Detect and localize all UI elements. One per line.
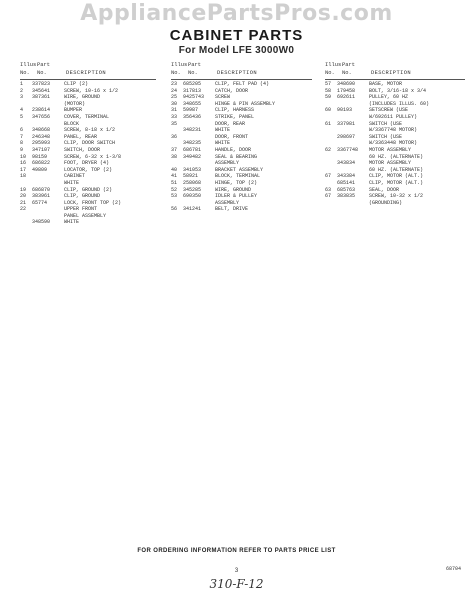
part-description: BLOCK, TERMINAL bbox=[215, 173, 261, 180]
part-description: (INCLUDES ILLUS. 60) bbox=[369, 100, 430, 107]
part-row bbox=[20, 187, 156, 194]
part-row bbox=[325, 134, 465, 141]
header-part: Part bbox=[37, 62, 50, 68]
illus-number: 20 bbox=[20, 193, 27, 200]
part-number: 356436 bbox=[183, 113, 202, 120]
part-row bbox=[171, 200, 312, 207]
part-number bbox=[183, 121, 215, 128]
part-row bbox=[171, 107, 312, 114]
part-number: 65774 bbox=[32, 199, 48, 206]
part-number: 317813 bbox=[183, 87, 202, 94]
part-row bbox=[20, 94, 156, 101]
part-row bbox=[171, 193, 312, 200]
part-row bbox=[20, 140, 156, 147]
part-description: COVER, TERMINAL bbox=[64, 113, 110, 120]
part-number: 349482 bbox=[183, 153, 202, 160]
part-description: LOCK, FRONT TOP (2) bbox=[64, 199, 122, 206]
header-part-no: No. bbox=[342, 70, 352, 76]
header-no: No. bbox=[171, 70, 181, 76]
part-description: ASSEMBLY bbox=[215, 199, 240, 206]
part-row bbox=[325, 173, 465, 180]
part-description: BUMPER bbox=[64, 107, 83, 114]
part-number: 347107 bbox=[32, 146, 51, 153]
part-description: SCREW, 10-16 x 1/2 bbox=[64, 87, 119, 94]
illus-number bbox=[325, 160, 337, 167]
part-description: SETSCREW (USE bbox=[369, 107, 409, 114]
part-description: PANEL, REAR bbox=[64, 133, 98, 140]
part-row bbox=[171, 134, 312, 141]
parts-column-1 bbox=[20, 60, 156, 226]
illus-number: 36 bbox=[171, 133, 178, 140]
illus-number: 35 bbox=[171, 120, 178, 127]
part-row bbox=[325, 101, 465, 108]
illus-number bbox=[171, 160, 183, 167]
part-row bbox=[20, 193, 156, 200]
part-number bbox=[32, 101, 64, 108]
part-number bbox=[32, 213, 64, 220]
part-row bbox=[325, 147, 465, 154]
part-row bbox=[20, 114, 156, 121]
part-number: 258068 bbox=[183, 179, 202, 186]
part-row bbox=[171, 154, 312, 161]
illus-number: 57 bbox=[325, 81, 332, 87]
part-number: 383835 bbox=[337, 193, 356, 200]
illus-number bbox=[325, 167, 337, 174]
part-number: 58921 bbox=[183, 173, 199, 180]
part-description: 60 HZ. (ALTERNATE) bbox=[369, 166, 424, 173]
part-row bbox=[20, 154, 156, 161]
part-row bbox=[325, 127, 465, 134]
part-number: 685763 bbox=[337, 186, 356, 193]
part-description: FOOT, DRYER (4) bbox=[64, 160, 110, 167]
part-row bbox=[171, 88, 312, 95]
part-row bbox=[20, 121, 156, 128]
illus-number: 63 bbox=[325, 186, 332, 193]
part-row bbox=[325, 167, 465, 174]
part-row bbox=[20, 180, 156, 187]
illus-number: 24 bbox=[171, 87, 178, 94]
illus-number bbox=[325, 180, 337, 187]
part-description: SEAL, DOOR bbox=[369, 186, 400, 193]
part-row bbox=[171, 114, 312, 121]
part-description: CABINET bbox=[64, 173, 86, 180]
part-row bbox=[171, 81, 312, 88]
header-no: No. bbox=[325, 70, 335, 76]
part-number: 690350 bbox=[183, 193, 202, 200]
part-row bbox=[20, 206, 156, 213]
part-number bbox=[337, 167, 369, 174]
illus-number: 23 bbox=[171, 81, 178, 87]
part-number: 341053 bbox=[183, 166, 202, 173]
part-number: 59987 bbox=[183, 107, 199, 114]
illus-number: 18 bbox=[20, 173, 27, 180]
part-number bbox=[337, 101, 369, 108]
part-row bbox=[325, 154, 465, 161]
illus-number: 9 bbox=[20, 146, 24, 153]
illus-number bbox=[171, 200, 183, 207]
header-description: DESCRIPTION bbox=[371, 70, 411, 76]
part-description: UPPER FRONT bbox=[64, 206, 98, 213]
column-header bbox=[171, 60, 312, 80]
part-number bbox=[337, 114, 369, 121]
part-row bbox=[20, 167, 156, 174]
part-number: 685141 bbox=[337, 179, 356, 186]
illus-number bbox=[325, 127, 337, 134]
illus-number: 67 bbox=[325, 173, 332, 180]
illus-number: 17 bbox=[20, 166, 27, 173]
illus-number bbox=[325, 154, 337, 161]
part-row bbox=[325, 81, 465, 88]
column-header bbox=[20, 60, 156, 80]
part-row bbox=[325, 114, 465, 121]
part-description: CLIP, DOOR SWITCH bbox=[64, 140, 116, 147]
watermark: AppliancePartsPros.com bbox=[80, 1, 393, 26]
part-number: 686822 bbox=[32, 160, 51, 167]
part-description: SWITCH, DOOR bbox=[64, 146, 101, 153]
illus-number: 67 bbox=[325, 193, 332, 200]
part-description: PANEL ASSEMBLY bbox=[64, 212, 107, 219]
part-row bbox=[20, 173, 156, 180]
part-number: 348690 bbox=[337, 81, 356, 87]
part-description: HINGE & PIN ASSEMBLY bbox=[215, 100, 276, 107]
part-row bbox=[171, 94, 312, 101]
part-row bbox=[325, 94, 465, 101]
part-description: W/692611 PULLEY) bbox=[369, 113, 418, 120]
illus-number: 38 bbox=[171, 153, 178, 160]
part-description: HANDLE, DOOR bbox=[215, 146, 252, 153]
illus-number bbox=[20, 219, 32, 226]
part-number: 90193 bbox=[337, 107, 353, 114]
part-description: BRACKET ASSEMBLY bbox=[215, 166, 264, 173]
part-row bbox=[325, 180, 465, 187]
part-description: BELT, DRIVE bbox=[215, 206, 249, 213]
part-number: 9425743 bbox=[183, 94, 205, 101]
illus-number bbox=[20, 213, 32, 220]
part-row bbox=[171, 101, 312, 108]
part-description: CLIP, MOTOR (ALT.) bbox=[369, 179, 424, 186]
illus-number bbox=[325, 114, 337, 121]
header-part: Part bbox=[342, 62, 355, 68]
part-row bbox=[171, 180, 312, 187]
part-description: CLIP, FELT PAD (4) bbox=[215, 81, 270, 87]
part-number: 348235 bbox=[183, 140, 202, 147]
part-row bbox=[171, 167, 312, 174]
part-description: SWITCH (USE bbox=[369, 133, 403, 140]
illus-number: 4 bbox=[20, 107, 24, 114]
part-row bbox=[171, 121, 312, 128]
page-title: CABINET PARTS bbox=[169, 27, 304, 44]
part-row bbox=[20, 160, 156, 167]
page-subtitle: For Model LFE 3000W0 bbox=[178, 45, 295, 56]
part-description: MOTOR ASSEMBLY bbox=[369, 146, 412, 153]
parts-rows bbox=[325, 81, 465, 206]
part-description: DOOR, FRONT bbox=[215, 133, 249, 140]
illus-number: 7 bbox=[20, 133, 24, 140]
part-number: 345641 bbox=[32, 87, 51, 94]
part-description: MOTOR ASSEMBLY bbox=[369, 160, 412, 167]
part-description: SCREW, 6-32 x 1-3/8 bbox=[64, 153, 122, 160]
illus-number: 33 bbox=[171, 113, 178, 120]
part-description: CLIP, MOTOR (ALT.) bbox=[369, 173, 424, 180]
part-number: 343384 bbox=[337, 173, 356, 180]
illus-number bbox=[325, 200, 337, 207]
part-number: 3367748 bbox=[337, 146, 359, 153]
illus-number bbox=[325, 134, 337, 141]
part-number bbox=[337, 140, 369, 147]
parts-rows bbox=[171, 81, 312, 213]
part-description: SCREW bbox=[215, 94, 231, 101]
header-part-no: No. bbox=[188, 70, 198, 76]
part-description: CATCH, DOOR bbox=[215, 87, 249, 94]
part-row bbox=[325, 200, 465, 207]
part-number: 343834 bbox=[337, 160, 356, 167]
part-number: 692611 bbox=[337, 94, 356, 101]
part-number bbox=[183, 134, 215, 141]
part-number: 246348 bbox=[32, 133, 51, 140]
illus-number: 22 bbox=[20, 206, 27, 213]
part-description: CLIP, GROUND bbox=[64, 193, 101, 200]
part-row bbox=[20, 213, 156, 220]
illus-number bbox=[20, 180, 32, 187]
part-row bbox=[325, 140, 465, 147]
part-description: SCREW, 10-32 x 1/2 bbox=[369, 193, 424, 200]
part-description: WHITE bbox=[215, 127, 231, 134]
illus-number: 60 bbox=[325, 107, 332, 114]
part-description: W/3367748 MOTOR) bbox=[369, 127, 418, 134]
part-row bbox=[171, 140, 312, 147]
part-description: CLIP (2) bbox=[64, 81, 89, 87]
part-number: 347656 bbox=[32, 113, 51, 120]
part-number: 179458 bbox=[337, 87, 356, 94]
part-description: BASE, MOTOR bbox=[369, 81, 403, 87]
header-illus: Illus. bbox=[20, 62, 40, 68]
part-number: 348668 bbox=[32, 127, 51, 134]
illus-number bbox=[20, 101, 32, 108]
part-description: 60 HZ. (ALTERNATE) bbox=[369, 153, 424, 160]
part-description: WIRE, GROUND bbox=[215, 186, 252, 193]
part-number bbox=[183, 160, 215, 167]
part-row bbox=[20, 88, 156, 95]
part-number: 337823 bbox=[32, 81, 51, 87]
illus-number: 6 bbox=[20, 127, 24, 134]
illus-number bbox=[325, 140, 337, 147]
part-description: HINGE, TOP (2) bbox=[215, 179, 258, 186]
header-description: DESCRIPTION bbox=[66, 70, 106, 76]
illus-number: 41 bbox=[171, 173, 178, 180]
part-row bbox=[325, 88, 465, 95]
part-row bbox=[20, 200, 156, 207]
part-description: SWITCH (USE bbox=[369, 120, 403, 127]
part-number bbox=[32, 121, 64, 128]
illus-number bbox=[20, 121, 32, 128]
part-description: (GROUNDING) bbox=[369, 199, 403, 206]
part-number bbox=[337, 154, 369, 161]
page-number: 3 bbox=[234, 568, 239, 574]
part-description: WIRE, GROUND bbox=[64, 94, 101, 101]
part-number: 238614 bbox=[32, 107, 51, 114]
part-description: CLIP, HARNESS bbox=[215, 107, 255, 114]
part-description: DOOR, REAR bbox=[215, 120, 246, 127]
part-row bbox=[20, 107, 156, 114]
part-number bbox=[32, 206, 64, 213]
part-number: 685205 bbox=[183, 81, 202, 87]
part-row bbox=[171, 147, 312, 154]
part-description: WHITE bbox=[64, 219, 80, 226]
header-part: Part bbox=[188, 62, 201, 68]
part-number: 298697 bbox=[337, 133, 356, 140]
illus-number: 51 bbox=[171, 179, 178, 186]
illus-number: 10 bbox=[20, 153, 27, 160]
parts-column-3 bbox=[325, 60, 465, 206]
illus-number: 53 bbox=[171, 193, 178, 200]
parts-rows bbox=[20, 81, 156, 226]
part-description: WHITE bbox=[215, 140, 231, 147]
part-description: BOLT, 3/16-18 x 3/4 bbox=[369, 87, 427, 94]
part-description: SCREW, 8-18 x 1/2 bbox=[64, 127, 116, 134]
part-number: 387361 bbox=[32, 94, 51, 101]
part-row bbox=[325, 193, 465, 200]
part-number: 686870 bbox=[32, 186, 51, 193]
part-row bbox=[171, 173, 312, 180]
part-description: WHITE bbox=[64, 179, 80, 186]
part-row bbox=[20, 101, 156, 108]
part-number: 341241 bbox=[183, 206, 202, 213]
part-row bbox=[171, 160, 312, 167]
illus-number: 21 bbox=[20, 199, 27, 206]
part-row bbox=[325, 107, 465, 114]
illus-number bbox=[171, 140, 183, 147]
part-number: 383961 bbox=[32, 193, 51, 200]
illus-number: 40 bbox=[171, 166, 178, 173]
illus-number: 31 bbox=[171, 107, 178, 114]
part-number bbox=[337, 127, 369, 134]
part-number: 345285 bbox=[183, 186, 202, 193]
part-description: PULLEY, 60 HZ bbox=[369, 94, 409, 101]
part-number: 337981 bbox=[337, 120, 356, 127]
part-number bbox=[183, 200, 215, 207]
illus-number: 19 bbox=[20, 186, 27, 193]
part-number: 348590 bbox=[32, 219, 51, 226]
part-row bbox=[325, 187, 465, 194]
illus-number: 59 bbox=[325, 94, 332, 101]
part-number: 98159 bbox=[32, 153, 48, 160]
part-description: ASSEMBLY bbox=[215, 160, 240, 167]
part-number: 295993 bbox=[32, 140, 51, 147]
column-header bbox=[325, 60, 465, 80]
part-description: BLOCK bbox=[64, 120, 80, 127]
part-row bbox=[20, 147, 156, 154]
part-description: W/3363448 MOTOR) bbox=[369, 140, 418, 147]
illus-number: 30 bbox=[171, 100, 178, 107]
illus-number: 37 bbox=[171, 146, 178, 153]
parts-column-2 bbox=[171, 60, 312, 213]
illus-number: 16 bbox=[20, 160, 27, 167]
part-row bbox=[171, 206, 312, 213]
handwritten-note: 310-F-12 bbox=[209, 577, 264, 591]
part-number: 49809 bbox=[32, 166, 48, 173]
part-row bbox=[325, 160, 465, 167]
part-description: LOCATOR, TOP (2) bbox=[64, 166, 113, 173]
ordering-note: FOR ORDERING INFORMATION REFER TO PARTS PRICE LIST bbox=[137, 548, 336, 554]
part-row bbox=[171, 127, 312, 134]
illus-number: 61 bbox=[325, 120, 332, 127]
part-row bbox=[171, 187, 312, 194]
illus-number: 25 bbox=[171, 94, 178, 101]
illus-number bbox=[325, 101, 337, 108]
illus-number: 52 bbox=[171, 186, 178, 193]
illus-number: 2 bbox=[20, 87, 24, 94]
part-number bbox=[32, 180, 64, 187]
part-row bbox=[20, 127, 156, 134]
part-description: (MOTOR) bbox=[64, 100, 86, 107]
illus-number: 5 bbox=[20, 113, 24, 120]
part-number: 348655 bbox=[183, 100, 202, 107]
part-row bbox=[20, 134, 156, 141]
header-no: No. bbox=[20, 70, 30, 76]
illus-number: 1 bbox=[20, 81, 24, 87]
part-description: SEAL & BEARING bbox=[215, 153, 258, 160]
illus-number: 3 bbox=[20, 94, 24, 101]
illus-number: 58 bbox=[325, 87, 332, 94]
illus-number: 56 bbox=[171, 206, 178, 213]
part-description: IDLER & PULLEY bbox=[215, 193, 258, 200]
illus-number: 62 bbox=[325, 146, 332, 153]
part-row bbox=[20, 81, 156, 88]
part-description: STRIKE, PANEL bbox=[215, 113, 255, 120]
header-illus: Illus. bbox=[325, 62, 345, 68]
part-row bbox=[20, 219, 156, 226]
part-number bbox=[32, 173, 64, 180]
header-illus: Illus. bbox=[171, 62, 191, 68]
part-number bbox=[337, 200, 369, 207]
header-part-no: No. bbox=[37, 70, 47, 76]
part-row bbox=[325, 121, 465, 128]
illus-number: 8 bbox=[20, 140, 24, 147]
document-number: 68704 bbox=[446, 566, 462, 572]
part-number: 686781 bbox=[183, 146, 202, 153]
part-description: CLIP, GROUND (2) bbox=[64, 186, 113, 193]
illus-number bbox=[171, 127, 183, 134]
header-description: DESCRIPTION bbox=[217, 70, 257, 76]
part-number: 348231 bbox=[183, 127, 202, 134]
